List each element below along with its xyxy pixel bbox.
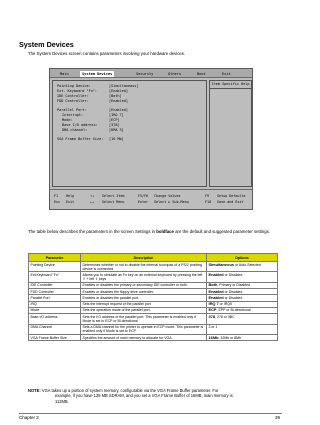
desc-text: The table below describes the parameters in the screen Settings in: [28, 229, 157, 234]
bios-item-label: Ext. Keyboard "Fn":: [57, 89, 98, 93]
bios-item-label: FDD Controller:: [57, 99, 89, 103]
options-cell: [207, 262, 278, 272]
default-option: Enabled: [208, 294, 224, 300]
bios-key-action: Save and Exit: [217, 200, 244, 204]
default-option: 378: [208, 313, 215, 319]
bios-item-value: [16 Mb]: [109, 137, 124, 141]
bios-key: F10: [205, 200, 212, 204]
bios-key-legend: [50, 189, 252, 210]
footer-page-number: 39: [275, 415, 281, 420]
footer-chapter: Chapter 2: [19, 415, 39, 420]
desc-cell: Enables or disables the floppy drive controller.: [81, 289, 207, 295]
bios-key-action: Help: [66, 194, 75, 198]
footer-divider: [19, 413, 282, 414]
section-intro: The System Devices screen contains parameters involving your hardware devices.: [28, 51, 186, 56]
table-header-row: [29, 254, 278, 262]
bios-item-value: [Enabled]: [109, 108, 128, 112]
param-cell: IDE Controller: [29, 282, 81, 288]
param-cell: Base I/O address: [29, 314, 81, 324]
bios-item-label: Pointing Device:: [57, 84, 91, 88]
bios-item-value: [Enabled]: [109, 89, 128, 93]
header-parameter: Parameter: [29, 254, 81, 262]
bios-item-value: [Enabled]: [109, 99, 128, 103]
param-cell: Parallel Port: [29, 295, 81, 301]
default-option: ECP: [208, 307, 217, 313]
other-options: or Disabled: [223, 295, 243, 300]
bios-key: ←→: [90, 200, 95, 204]
desc-cell: Enables or disables the primary or secondary IDE controller or both.: [81, 282, 207, 288]
param-cell: Pointing Device: [29, 262, 81, 272]
desc-cell: Specifies the amount of main memory to allocate for VGA.: [81, 334, 207, 340]
note-text: example, if you have 128 MB SDRAM, and you set a VGA Frame Buffer of 16MB, main memory is: [55, 393, 233, 399]
bios-key: F5/F6: [138, 194, 149, 198]
bios-key: F9: [205, 194, 210, 198]
desc-cell: Sets the interrupt request of the parallel port: [81, 301, 207, 307]
table-row: [29, 314, 278, 324]
param-cell: Mode: [29, 307, 81, 313]
bios-item-value: [378]: [109, 123, 120, 127]
section-title: System Devices: [19, 40, 74, 49]
desc-cell: Allows you to simulate an Fn key on an external keyboard by pressing the left ⇧ + left ⇧ keys: [81, 272, 207, 282]
other-options: , EPP or Bi-directional: [216, 308, 251, 313]
bios-item-value: [Both]: [109, 94, 122, 98]
table-row: [29, 272, 278, 282]
bios-item-value: [DMA 3]: [109, 128, 124, 132]
bios-item-value: [Simultaneous]: [109, 84, 139, 88]
bios-key-action: Select ► Sub-Menu: [154, 200, 189, 204]
bios-key-action: Change Values: [154, 194, 181, 198]
bios-key-action: Select Item: [102, 194, 125, 198]
other-options: , 32Mb or 8Mb: [218, 335, 242, 340]
param-cell: Ext.Keyboard "Fn": [29, 272, 81, 282]
bios-menu-security: Security: [136, 71, 154, 76]
bios-help-title: Item Specific Help: [210, 81, 251, 89]
bios-item-label: Parallel Port:: [57, 108, 87, 112]
table-row: [29, 334, 278, 340]
options-cell: [207, 334, 278, 340]
param-cell: VGA Frame Buffer Size: [29, 334, 81, 340]
table-description: [28, 229, 278, 235]
bios-key: Enter: [138, 200, 149, 204]
other-options: or IRQ5: [218, 302, 232, 307]
bios-screenshot: [49, 68, 253, 210]
bios-menu-system-devices: System Devices: [82, 71, 113, 76]
other-options: or Disabled: [223, 289, 243, 294]
desc-cell: Sets a DMA channel for the printer to operate in ECP mode. This parameter is enabled only if Mode is set to ECP: [81, 324, 207, 334]
bios-key-action: Select Menu: [102, 200, 125, 204]
default-option: Simultaneous: [208, 261, 235, 267]
param-cell: IRQ: [29, 301, 81, 307]
bios-menu-others: Others: [168, 71, 181, 76]
other-options: , 278 or 3BC: [215, 314, 235, 319]
note-text: VGA takes up a portion of system memory, configurable via the VGA Frame Buffer parameter. For: [40, 388, 219, 393]
bios-item-label: IDE Controller:: [57, 94, 89, 98]
header-description: Description: [81, 254, 207, 262]
desc-cell: Determines whether or not to disable the internal touchpad of a PS/2 pointing device is connected: [81, 262, 207, 272]
parameters-table: [28, 253, 278, 341]
bios-item-label: DMA channel:: [62, 128, 88, 132]
param-cell: FDD Controller: [29, 289, 81, 295]
other-options: or Disabled: [223, 272, 243, 277]
bios-menu-bar: [50, 69, 252, 78]
default-option: Enabled: [208, 271, 224, 277]
bios-menu-boot: Boot: [197, 71, 206, 76]
bios-key: ↑↓: [90, 194, 95, 198]
desc-cell: Sets the I/O address of the parallel port. This parameter is enabled only if Mode is set to ECP or Bi-directional: [81, 314, 207, 324]
other-options: 3 or 1: [208, 325, 218, 330]
default-option: Enabled: [208, 288, 224, 294]
bios-menu-exit: Exit: [222, 71, 231, 76]
bios-key: F1: [54, 194, 59, 198]
bios-item-value: [ECP]: [109, 118, 120, 122]
bios-item-label: VGA Frame Buffer Size:: [57, 137, 104, 141]
table-row: [29, 324, 278, 334]
bios-key-action: Setup Defaults: [217, 194, 246, 198]
options-cell: [207, 272, 278, 282]
options-cell: [207, 314, 278, 324]
default-option: Both: [208, 282, 218, 288]
bios-key: Esc: [54, 200, 61, 204]
header-options: Options: [207, 254, 278, 262]
other-options: or Auto-Selected: [234, 262, 261, 267]
note-text: 112MB.: [55, 398, 69, 404]
note-block: [28, 388, 280, 404]
default-option: IRQ 7: [208, 301, 219, 307]
other-options: , Primary or Disabled: [217, 283, 251, 288]
desc-cell: Sets the operation mode of the parallel port.: [81, 307, 207, 313]
bios-item-label: Interrupt:: [62, 113, 84, 117]
table-row: [29, 262, 278, 272]
bios-item-label: Mode:: [62, 118, 73, 122]
desc-cell: Enables or disables the parallel port.: [81, 295, 207, 301]
bios-key-action: Exit: [66, 200, 75, 204]
desc-bold: boldface: [156, 229, 174, 234]
bios-item-value: [IRQ 7]: [109, 113, 124, 117]
bios-help-panel: [209, 80, 252, 187]
note-label: NOTE:: [28, 388, 41, 393]
desc-text: are the default and suggested parameter settings.: [173, 229, 270, 234]
bios-item-label: Base I/O address:: [62, 123, 98, 127]
bios-settings-panel: [52, 80, 207, 187]
options-cell: [207, 324, 278, 334]
param-cell: DMA Channel: [29, 324, 81, 334]
bios-menu-main: Main: [60, 71, 69, 76]
default-option: 16Mb: [208, 334, 219, 340]
